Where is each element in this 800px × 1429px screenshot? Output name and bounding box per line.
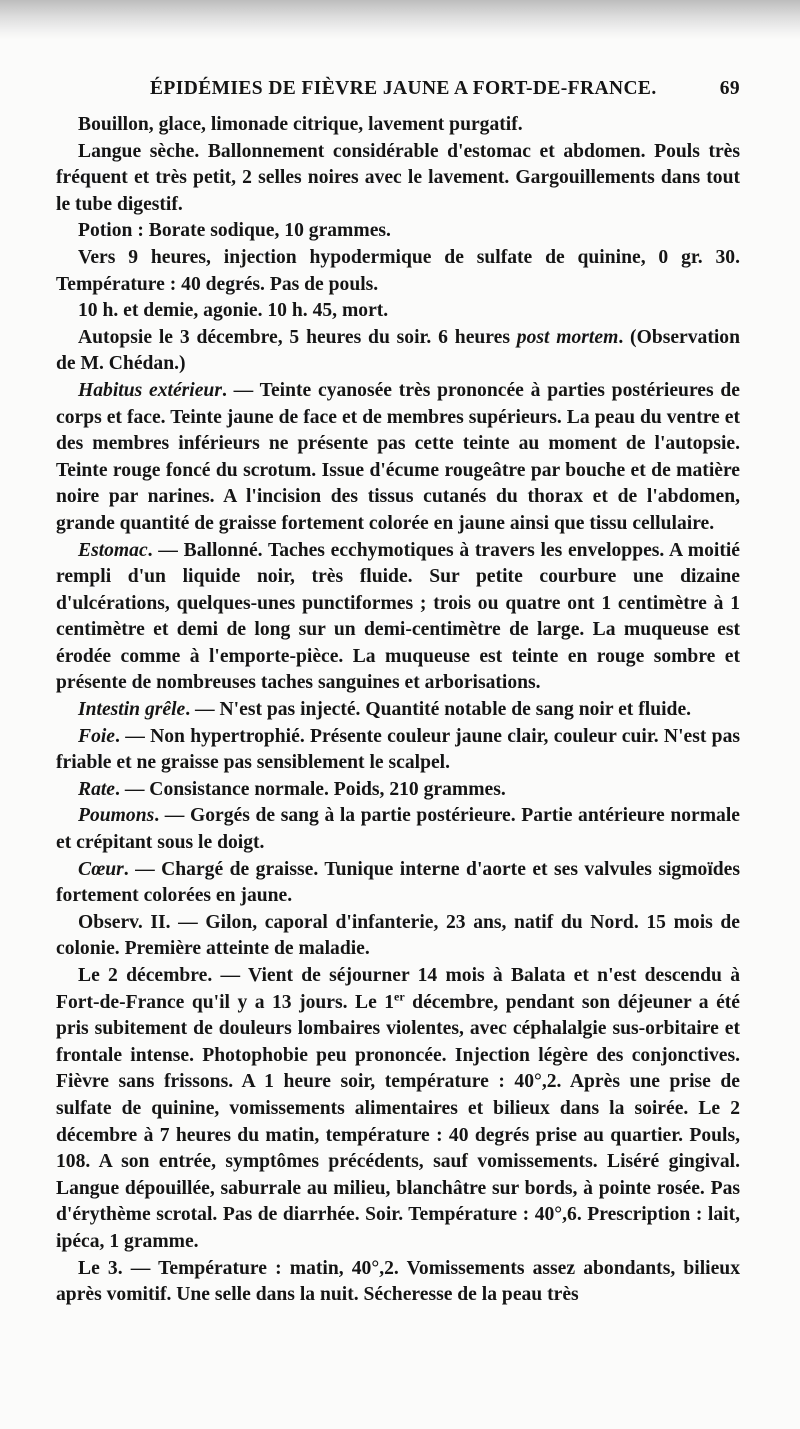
running-title: ÉPIDÉMIES DE FIÈVRE JAUNE A FORT-DE-FRANCE.: [150, 78, 657, 99]
page-top-edge: [0, 0, 800, 40]
section-heading: Cœur: [78, 858, 124, 880]
section-poumons: Poumons. — Gorgés de sang à la partie postérieure. Partie antérieure normale et crépitant sous le doigt.: [56, 805, 740, 854]
book-page: [56, 72, 740, 1309]
running-header: [56, 72, 740, 112]
section-foie: Foie. — Non hypertrophié. Présente couleur jaune clair, couleur cuir. N'est pas friable et ne graisse pas sensiblement le scalpel.: [56, 725, 740, 774]
section-heading: Rate: [78, 778, 116, 800]
paragraph: Le 3. — Température : matin, 40°,2. Vomissements assez abondants, bilieux après vomitif. Une selle dans la nuit. Sécheresse de la peau très: [56, 1257, 740, 1306]
paragraph: Vers 9 heures, injection hypodermique de sulfate de quinine, 0 gr. 30. Température : 40 degrés. Pas de pouls.: [56, 246, 740, 295]
section-estomac: Estomac. — Ballonné. Taches ecchymotiques à travers les enveloppes. A moitié rempli d'un liquide noir, très fluide. Sur petite courbure une dizaine d'ulcérations, quelques-unes punctiformes ; trois ou quatre ont 1 centimètre à 1 centimètre et demi de long sur un demi-centimètre de large. La muqueuse est érodée comme à l'emporte-pièce. La muqueuse est teinte en rouge sombre et présente de nombreuses taches sanguines et arborisations.: [56, 539, 740, 694]
superscript: er: [394, 989, 405, 1004]
section-habitus: Habitus extérieur. — Teinte cyanosée très prononcée à parties postérieures de corps et face. Teinte jaune de face et de membres supérieurs. La peau du ventre et des membres inférieurs ne présente pas cette teinte au moment de l'autopsie. Teinte rouge foncé du scrotum. Issue d'écume rougeâtre par bouche et de matière noire par narines. A l'incision des tissus cutanés du thorax et de l'abdomen, grande quantité de graisse fortement colorée en jaune ainsi que tissu cellulaire.: [56, 379, 740, 534]
section-heading: Intestin grêle: [78, 699, 186, 721]
page-number: 69: [719, 78, 740, 99]
paragraph: Langue sèche. Ballonnement considérable d'estomac et abdomen. Pouls très fréquent et très petit, 2 selles noires avec le lavement. Gargouillements dans tout le tube digestif.: [56, 140, 740, 215]
paragraph: 10 h. et demie, agonie. 10 h. 45, mort.: [78, 300, 389, 322]
section-heading: Habitus extérieur: [78, 379, 222, 401]
page-body: [56, 112, 740, 1309]
paragraph: Autopsie le 3 décembre, 5 heures du soir. 6 heures post mortem. (Observation de M. Chédan.): [56, 326, 740, 375]
paragraph: Potion : Borate sodique, 10 grammes.: [78, 220, 391, 242]
section-coeur: Cœur. — Chargé de graisse. Tunique interne d'aorte et ses valvules sigmoïdes fortement colorées en jaune.: [56, 858, 740, 907]
section-heading: Poumons: [78, 805, 155, 827]
section-heading: Estomac: [78, 539, 148, 561]
section-rate: Rate. — Consistance normale. Poids, 210 grammes.: [78, 778, 506, 800]
section-heading: Foie: [78, 725, 116, 747]
italic-term: post mortem: [516, 326, 619, 348]
paragraph: Le 2 décembre. — Vient de séjourner 14 mois à Balata et n'est descendu à Fort-de-France qu'il y a 13 jours. Le 1er décembre, pendant son déjeuner a été pris subitement de douleurs lombaires violentes, avec céphalalgie sus-orbitaire et frontale intense. Photophobie peu prononcée. Injection légère des conjonctives. Fièvre sans frissons. A 1 heure soir, température : 40°,2. Après une prise de sulfate de quinine, vomissements alimentaires et bilieux dans la soirée. Le 2 décembre à 7 heures du matin, température : 40 degrés prise au quartier. Pouls, 108. A son entrée, symptômes précédents, sauf vomissements. Liséré gingival. Langue dépouillée, saburrale au milieu, blanchâtre sur bords, à pointe rosée. Pas d'érythème scrotal. Pas de diarrhée. Soir. Température : 40°,6. Prescription : lait, ipéca, 1 gramme.: [56, 965, 740, 1252]
paragraph: Bouillon, glace, limonade citrique, lavement purgatif.: [78, 114, 523, 135]
observation-heading: Observ. II. — Gilon, caporal d'infanterie, 23 ans, natif du Nord. 15 mois de colonie. Première atteinte de maladie.: [56, 911, 740, 960]
section-intestin: Intestin grêle. — N'est pas injecté. Quantité notable de sang noir et fluide.: [78, 699, 692, 721]
